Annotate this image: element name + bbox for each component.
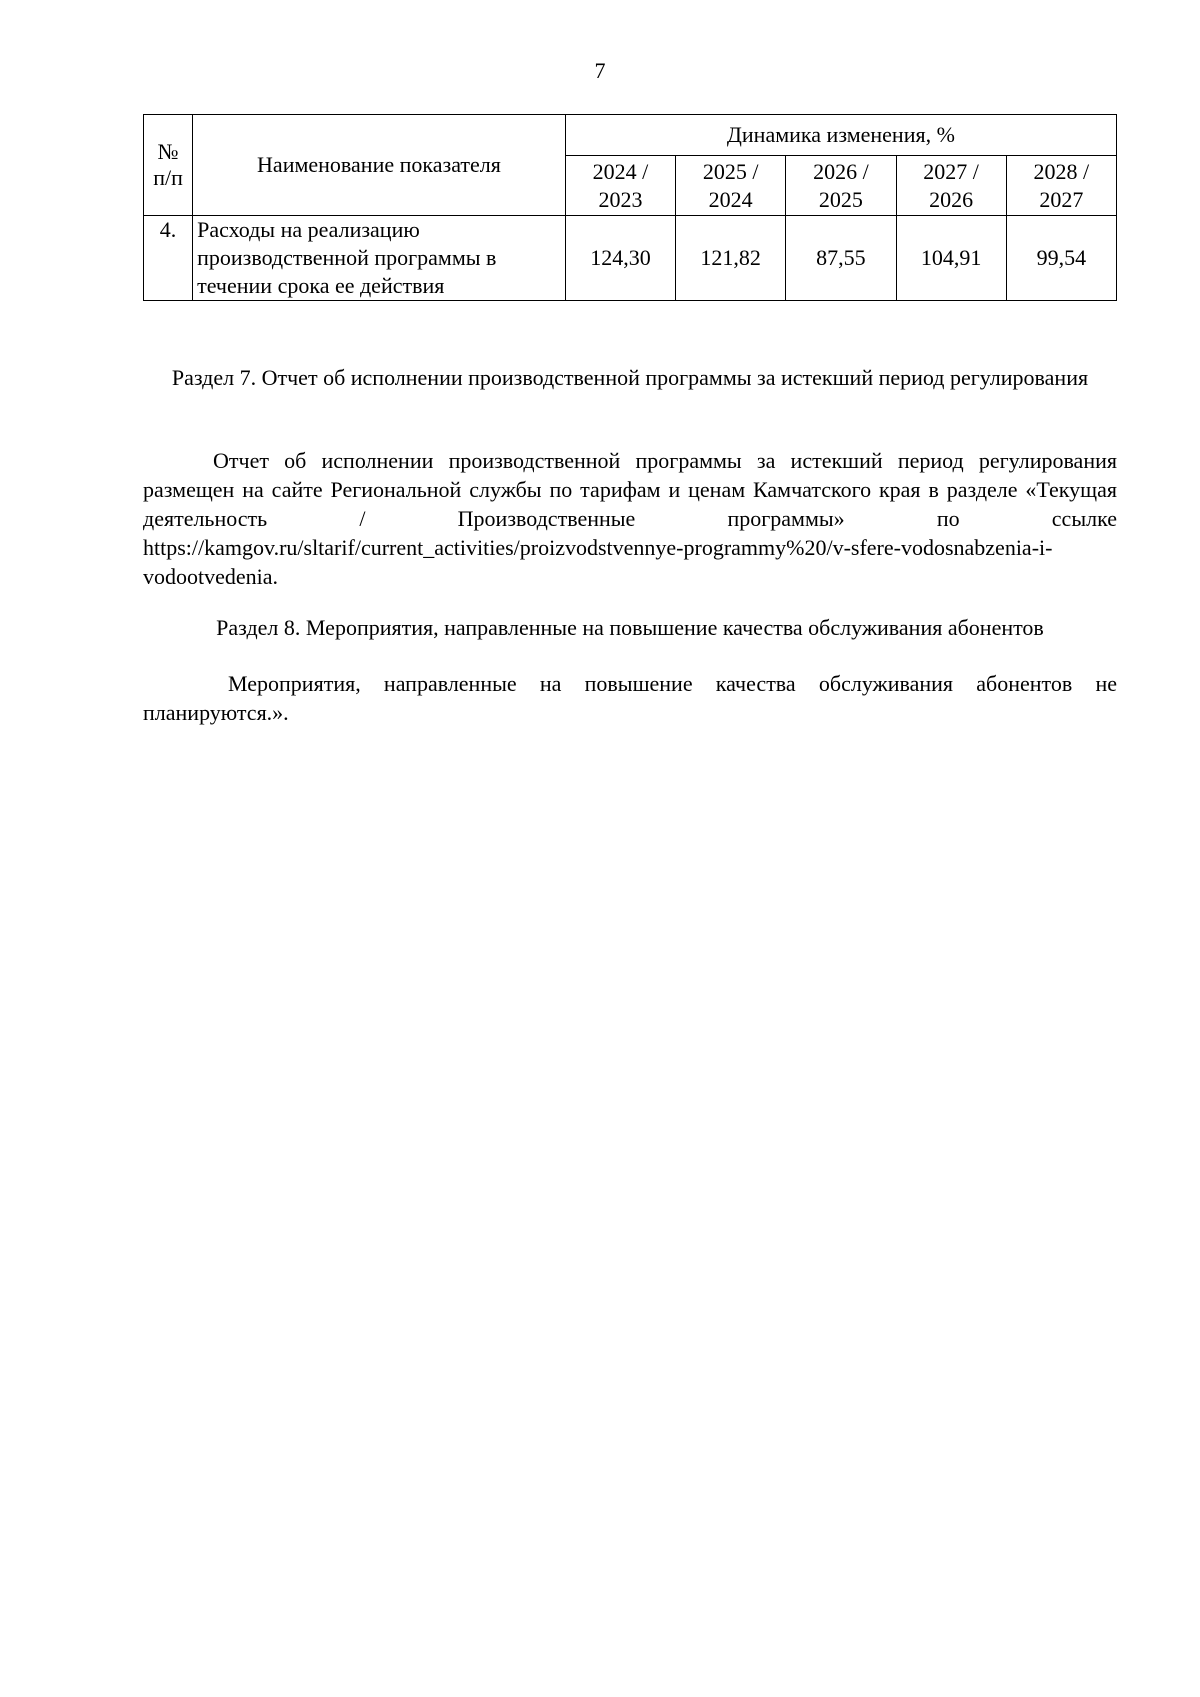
- indicator-name: Расходы на реализацию производственной программы в течении срока ее действия: [193, 216, 566, 301]
- value-cell: 99,54: [1006, 216, 1116, 301]
- header-year: 2027 / 2026: [896, 156, 1006, 216]
- header-year: 2024 / 2023: [565, 156, 675, 216]
- section-7-title: Раздел 7. Отчет об исполнении производственной программы за истекший период регулирования: [171, 365, 1089, 390]
- section-8-paragraph: Мероприятия, направленные на повышение качества обслуживания абонентов не планируются.».: [143, 671, 1117, 725]
- header-dynamics: Динамика изменения, %: [565, 115, 1116, 156]
- table-row: [144, 216, 1117, 301]
- value-cell: 104,91: [896, 216, 1006, 301]
- header-number: № п/п: [144, 115, 193, 216]
- header-year: 2025 / 2024: [676, 156, 786, 216]
- row-number: 4.: [144, 216, 193, 301]
- page-number: 7: [594, 58, 606, 83]
- value-cell: 121,82: [676, 216, 786, 301]
- section-7-paragraph: Отчет об исполнении производственной программы за истекший период регулирования размещен на сайте Региональной службы по тарифам и ценам Камчатского края в разделе «Текущая деятельность / Производственные программы» по ссылке https://kamgov.ru/sltarif/current_activities/proizvodstvennye-programmy%20/v-sfere-vodosnabzenia-i-vodootvedenia.: [143, 448, 1117, 589]
- value-cell: 124,30: [565, 216, 675, 301]
- section-8-title: Раздел 8. Мероприятия, направленные на повышение качества обслуживания абонентов: [216, 615, 1044, 640]
- value-cell: 87,55: [786, 216, 896, 301]
- dynamics-table: [143, 114, 1117, 301]
- header-year: 2028 / 2027: [1006, 156, 1116, 216]
- header-indicator-name: Наименование показателя: [193, 115, 566, 216]
- header-year: 2026 / 2025: [786, 156, 896, 216]
